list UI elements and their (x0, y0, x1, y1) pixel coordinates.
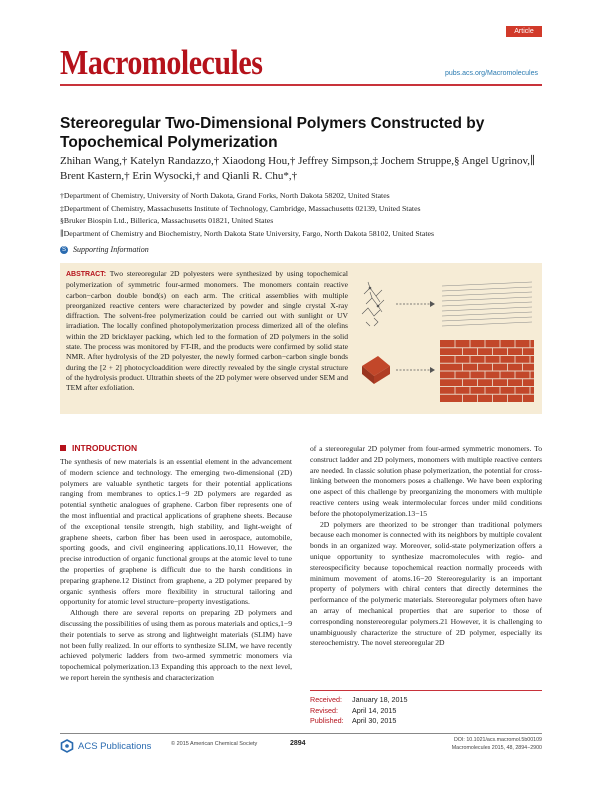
affiliation-4: ∥Department of Chemistry and Biochemistry, North Dakota State University, Fargo, North Dakota 58102, United States (60, 228, 435, 238)
intro-paragraph-4: 2D polymers are theorized to be stronger than traditional polymers because each monomer is connected with its neighbors by multiple covalent bonds in an organized way. Moreover, solid-state polymerization offers a unique opportunity to synthesize macromolecules with regio- and stereospecificity because topochemical reaction normally proceeds with minimum movement of atoms.16−20 Stereoregularity is an important property of polymers with chiral centers that directly determines the performance of the polymeric materials. Stereoregular polymers often have an array of mechanical properties that are superior to those of corresponding nonstereoregular polymers.21 However, it is challenging to unambiguously characterize the structure of 2D polymer, especially its stereochemistry. The novel stereoregular 2D (310, 519, 542, 648)
column-left (60, 457, 292, 684)
published-label: Published: (310, 716, 344, 726)
journal-logo: Macromolecules (60, 44, 263, 82)
introduction-heading (60, 443, 137, 453)
affiliation-1: †Department of Chemistry, University of North Dakota, Grand Forks, North Dakota 58202, United States (60, 191, 390, 200)
single-brick-figure (362, 356, 390, 384)
supporting-info-label: Supporting Information (73, 245, 149, 254)
abstract-body: Two stereoregular 2D polyesters were synthesized by using topochemical polymerization of symmetric four-armed monomers. The monomers contain reactive carbon−carbon double bond(s) on each arm. The critical assemblies with multiple preorganized reactive centers were characterized by powder and single crystal X-ray diffraction. The solvent-free polymerization could be carried out with sunlight or UV irradiation. The locally confined photopolymerization process dimerized all of the olefins within the 2D bricklayer packing, which led to the formation of 2D polymers in the solid state. The process was monitored by FT-IR, and the products were confirmed by solid state NMR. After hydrolysis of the 2D polyester, the newly formed carbon−carbon single bonds during the [2 + 2] photocycloaddition were directly revealed by the single crystal structure of the hydrolysis product. Ultrathin sheets of the 2D polymer were observed under SEM and TEM after exfoliation. (66, 269, 348, 393)
revised-label: Revised: (310, 705, 338, 715)
abstract-text (66, 269, 348, 394)
dates-divider (310, 690, 542, 691)
publisher-name: ACS Publications (78, 740, 152, 752)
affiliations (60, 190, 542, 240)
revised-date: April 14, 2015 (352, 705, 397, 715)
journal-url-link[interactable]: pubs.acs.org/Macromolecules (445, 70, 538, 77)
supporting-info-icon: S (61, 246, 66, 253)
introduction-heading-label: INTRODUCTION (72, 443, 138, 453)
acs-publications-logo (60, 739, 151, 753)
arrow-2 (396, 367, 435, 373)
copyright: © 2015 American Chemical Society (171, 741, 258, 747)
doi[interactable]: DOI: 10.1021/acs.macromol.5b00109 (453, 737, 542, 743)
monomer-packing-figure (362, 282, 384, 326)
citation: Macromolecules 2015, 48, 2894−2900 (451, 744, 542, 751)
article-title: Stereoregular Two-Dimensional Polymers Constructed by Topochemical Polymerization (60, 115, 485, 151)
header-divider (60, 84, 542, 86)
intro-paragraph-3: of a stereoregular 2D polymer from four-armed symmetric monomers. To construct ladder and 2D polymers, monomers with multiple reactive centers are needed. In classic solution phase polymerization, the potential for cross-linking between the monomers poses a challenge. We have been exploring one aspect of this challenge by preorganizing the monomers with multiple reactive centers using weak intermolecular forces under mild conditions before the photopolymerization.13−15 (310, 444, 542, 518)
column-right (310, 444, 542, 649)
abstract-label: ABSTRACT: (66, 271, 107, 278)
affiliation-2: ‡Department of Chemistry, Massachusetts Institute of Technology, Cambridge, Massachusetts 02139, United States (60, 203, 421, 213)
footer-divider (60, 733, 542, 734)
publication-dates (310, 695, 542, 727)
toc-graphic (356, 274, 536, 404)
article-type-badge: Article (506, 26, 542, 37)
affiliation-3: §Bruker Biospin Ltd., Billerica, Massachusetts 01821, United States (60, 216, 274, 225)
arrow-1 (396, 301, 435, 307)
author-list: Zhihan Wang,† Katelyn Randazzo,† Xiaodong Hou,† Jeffrey Simpson,‡ Jochem Struppe,§ Angel Ugrinov,∥ Brent Kastern,† Erin Wysocki,† and Qianli R. Chu*,† (60, 155, 536, 182)
doi-citation (430, 737, 542, 752)
page-number: 2894 (290, 740, 306, 747)
section-marker-icon (60, 445, 66, 451)
polymer-sheet-figure (442, 282, 532, 326)
intro-paragraph-2: Although there are several reports on preparing 2D polymers and discussing the possibilities of using them as porous materials and optics,1−9 their potentials to serve as strong and lightweight materials (SLIM) have not been fully realized. In our efforts to synthesize SLIM, we have recently achieved polymeric ladders from two-armed symmetric monomers via topochemical polymerization.13 Expanding this approach to the next level, we report herein the synthesis and characterization (60, 608, 292, 682)
brick-wall-figure (440, 340, 534, 402)
published-date: April 30, 2015 (352, 716, 397, 726)
supporting-information-link[interactable] (60, 245, 149, 254)
received-label: Received: (310, 695, 342, 704)
intro-paragraph-1: The synthesis of new materials is an essential element in the advancement of modern science and technology. The emerging two-dimensional (2D) polymers are valuable synthetic targets for their potential applications ranging from membranes to optics.1−9 2D polymers are regarded as potential synthetic analogues of graphene. Carbon fiber represents one of the most influential and practical applications of graphene sheets. Because of the exceptional tensile strength, high stability, and light-weight of graphene sheets, carbon fiber has been used in aerospace, automobile, sporting goods, and civil engineering applications.10,11 However, the precise introduction of organic functional groups at the atomic level to tune the properties of graphene is difficult due to the harsh conditions in preparing graphene.12 Distinct from graphene, a 2D polymer prepared by organic synthesis offers more flexibility in structural tailoring and opportunity for atomic level structure−property investigations. (60, 457, 292, 607)
received-date: January 18, 2015 (352, 695, 408, 704)
acs-hexagon-icon (60, 739, 74, 753)
